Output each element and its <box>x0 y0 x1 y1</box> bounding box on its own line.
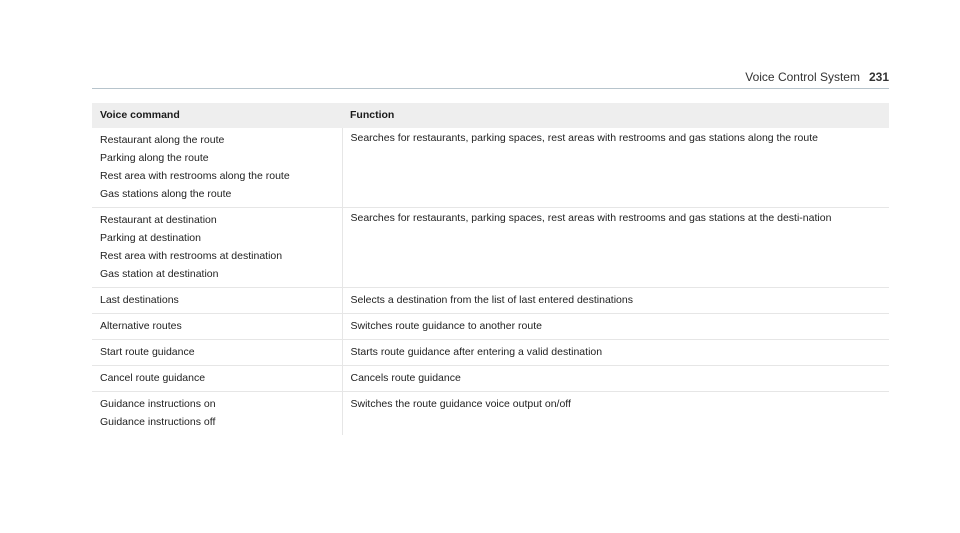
function-cell <box>342 128 889 208</box>
function-cell <box>342 208 889 288</box>
voice-command-cell <box>92 314 342 340</box>
function-cell <box>342 392 889 436</box>
voice-command-table <box>92 103 889 435</box>
voice-command: Alternative routes <box>100 320 182 332</box>
function-cell <box>342 288 889 314</box>
function-description: Switches the route guidance voice output on/off <box>350 398 571 410</box>
voice-command: Parking at destination <box>100 232 201 244</box>
voice-command-cell <box>92 340 342 366</box>
table-row <box>92 128 889 208</box>
voice-command-cell <box>92 128 342 208</box>
section-title: Voice Control System <box>745 70 860 84</box>
voice-command-cell <box>92 208 342 288</box>
function-description: Switches route guidance to another route <box>350 320 542 332</box>
column-header-function: Function <box>342 103 889 128</box>
voice-command: Guidance instructions off <box>100 416 216 428</box>
voice-command-cell <box>92 366 342 392</box>
function-cell <box>342 340 889 366</box>
function-description: Cancels route guidance <box>350 372 461 384</box>
voice-command: Rest area with restrooms along the route <box>100 170 290 182</box>
table-row <box>92 340 889 366</box>
voice-command: Gas stations along the route <box>100 188 232 200</box>
function-description: Searches for restaurants, parking spaces, rest areas with restrooms and gas stations at the desti-nation <box>350 212 832 224</box>
function-description: Selects a destination from the list of last entered destinations <box>350 294 633 306</box>
voice-command: Last destinations <box>100 294 179 306</box>
function-description: Starts route guidance after entering a valid destination <box>350 346 603 358</box>
table-row <box>92 288 889 314</box>
table-row <box>92 392 889 436</box>
voice-command: Guidance instructions on <box>100 398 216 410</box>
voice-command: Restaurant along the route <box>100 134 225 146</box>
voice-command: Parking along the route <box>100 152 209 164</box>
voice-command-cell <box>92 392 342 436</box>
voice-command: Restaurant at destination <box>100 214 217 226</box>
function-description: Searches for restaurants, parking spaces, rest areas with restrooms and gas stations along the route <box>350 132 818 144</box>
table-row <box>92 366 889 392</box>
table-header-row <box>92 103 889 128</box>
function-cell <box>342 314 889 340</box>
function-cell <box>342 366 889 392</box>
table-row <box>92 314 889 340</box>
voice-command: Gas station at destination <box>100 268 219 280</box>
voice-command: Rest area with restrooms at destination <box>100 250 283 262</box>
column-header-voice-command: Voice command <box>92 103 342 128</box>
table-row <box>92 208 889 288</box>
page-number: 231 <box>868 70 889 84</box>
page-header <box>745 70 889 84</box>
voice-command: Cancel route guidance <box>100 372 206 384</box>
voice-command-cell <box>92 288 342 314</box>
header-divider <box>92 88 889 89</box>
voice-command: Start route guidance <box>100 346 195 358</box>
